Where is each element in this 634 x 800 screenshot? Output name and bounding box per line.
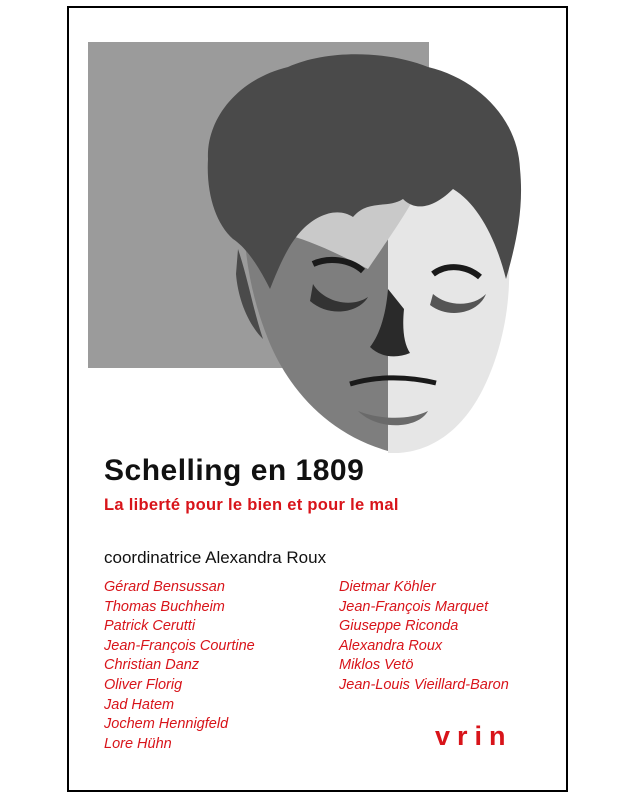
contributor-name: Gérard Bensussan [104, 579, 225, 595]
publisher-logo: vrin [435, 721, 513, 751]
contributor-name: Thomas Buchheim [104, 598, 225, 615]
contributor-name: Alexandra Roux [339, 637, 443, 654]
book-subtitle: La liberté pour le bien et pour le mal [104, 496, 399, 514]
coordinator-line: coordinatrice Alexandra Roux [104, 548, 327, 567]
contributor-name: Lore Hühn [104, 735, 172, 752]
book-cover [67, 6, 568, 792]
contributors-list-left [104, 578, 255, 754]
contributor-name: Jean-François Marquet [339, 598, 489, 615]
contributor-name: Jochem Hennigfeld [104, 716, 229, 733]
contributor-name: Jean-Louis Vieillard-Baron [339, 676, 509, 693]
contributor-name: Dietmar Köhler [339, 579, 436, 595]
contributor-name: Patrick Cerutti [104, 618, 196, 635]
contributor-name: Oliver Florig [104, 676, 183, 693]
schelling-portrait-illustration [88, 39, 528, 459]
contributor-name: Jean-François Courtine [104, 637, 255, 654]
contributor-name: Christian Danz [104, 657, 200, 674]
contributor-name: Miklos Vetö [339, 657, 414, 674]
contributor-name: Jad Hatem [104, 696, 175, 713]
book-title: Schelling en 1809 [104, 454, 365, 487]
contributors-list-right [339, 578, 509, 696]
contributor-name: Giuseppe Riconda [339, 618, 459, 635]
